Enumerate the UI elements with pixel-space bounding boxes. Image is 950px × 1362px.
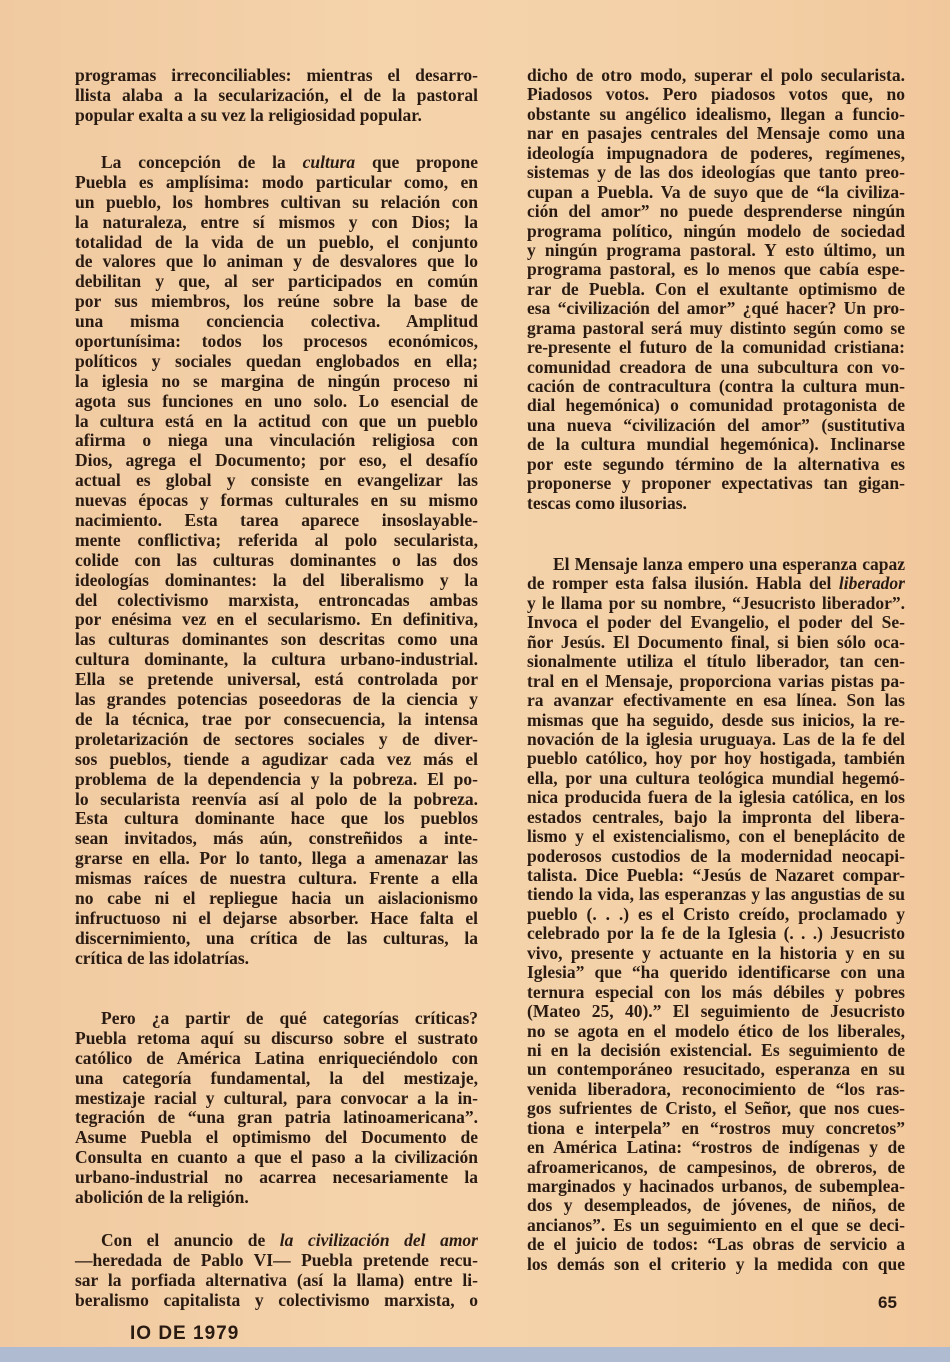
- text-line: Iglesia” que “ha querido identificarse con una: [527, 962, 905, 983]
- text-line: marginados y hacinados urbanos, de subemplea-: [527, 1176, 905, 1196]
- text-line: ideología impugnadora de poderes, regímenes,: [527, 142, 905, 163]
- text-line: no se agota en el modelo ético de los liberales,: [527, 1020, 905, 1041]
- text-line: de el juicio de todos: “Las obras de servicio a: [527, 1234, 905, 1255]
- text-line: dos y desempleados, de jóvenes, de niños, de: [527, 1195, 905, 1216]
- text-line: Dios, agrega el Documento; por eso, el desafío: [75, 450, 478, 471]
- text-line: tiendo la vida, las esperanzas y las angustias de su: [527, 884, 905, 905]
- text-line: colide con las culturas dominantes o las dos: [75, 549, 478, 570]
- text-line: Pero ¿a partir de qué categorías críticas?: [101, 1008, 478, 1028]
- text-line: la cultura está en la actitud con que un pueblo: [75, 410, 478, 431]
- text-line: actual es global y consiste en evangelizar las: [75, 470, 478, 491]
- text-segment: Con el anuncio de: [101, 1230, 280, 1250]
- text-line: discernimiento, una crítica de las culturas, la: [75, 927, 478, 948]
- text-line: mente conflictiva; referida al polo secularista,: [75, 529, 478, 550]
- text-line: estados centrales, bajo la impronta del libera-: [527, 806, 905, 827]
- text-line: ñor Jesús. El Documento final, si bien sólo oca-: [527, 631, 905, 652]
- text-line: esa “civilización del amor” ¿qué hacer? Un pro-: [527, 298, 905, 319]
- text-line: celebrado por la fe de la Iglesia (. . .) Jesucristo: [527, 923, 905, 944]
- paragraph-left-1: [75, 66, 478, 126]
- text-line: Consulta en cuanto a que el paso a la civilización: [75, 1147, 478, 1168]
- text-line: urbano-industrial no acarrea necesariamente la: [75, 1167, 478, 1188]
- text-line: grarse en ella. Por lo tanto, llega a amenazar las: [75, 848, 478, 869]
- text-line: cación de contracultura (contra la cultura mun-: [527, 376, 905, 396]
- paragraph-right-1: [527, 66, 905, 513]
- text-line: sos pueblos, tiende a agudizar cada vez más el: [75, 748, 478, 769]
- text-line: Piadosos votos. Pero piadosos votos que, no: [527, 84, 905, 105]
- text-line: y ningún programa pastoral. Y esto último, un: [527, 239, 905, 260]
- text-line: [75, 153, 478, 173]
- text-line: políticos y sociales quedan englobados en ella;: [75, 350, 478, 371]
- text-line: afroamericanos, de campesinos, de obreros, de: [527, 1156, 905, 1177]
- text-line: (Mateo 25, 40).” El seguimiento de Jesucristo: [527, 1001, 905, 1022]
- text-line: tral en el Mensaje, proporciona varias pistas pa-: [527, 670, 905, 691]
- text-line: nar en pasajes centrales del Mensaje como una: [527, 123, 905, 144]
- scan-edge-band: [0, 1347, 950, 1362]
- text-line: venida liberadora, reconocimiento de “los ras-: [527, 1078, 905, 1099]
- footer-date: IO DE 1979: [130, 1323, 240, 1344]
- text-line: cultura dominante, la cultura urbano-industrial.: [75, 649, 478, 670]
- text-line: infructuoso ni el dejarse absorber. Hace falta el: [75, 907, 478, 928]
- text-line: programas irreconciliables: mientras el desarro-: [75, 65, 478, 85]
- text-line: poderosos custodios de la modernidad neocapi-: [527, 845, 905, 866]
- text-line: abolición de la religión.: [75, 1187, 249, 1208]
- text-line: de la cultura mundial hegemónica). Inclinarse: [527, 434, 905, 455]
- text-line: Invoca el poder del Evangelio, el poder del Se-: [527, 612, 905, 633]
- paragraph-left-4: [75, 1231, 478, 1311]
- text-line: una categoría fundamental, la del mestizaje,: [75, 1067, 478, 1088]
- page-number: 65: [878, 1293, 897, 1312]
- text-line: ella, por una cultura teológica mundial hegemó-: [527, 767, 905, 788]
- text-line: tegración de “una gran patria latinoamericana”.: [75, 1107, 478, 1128]
- italic-text: la civilización del amor: [279, 1230, 478, 1250]
- text-line: El Mensaje lanza empero una esperanza capaz: [553, 554, 905, 574]
- text-line: ni en la decisión existencial. Es seguimiento de: [527, 1039, 905, 1060]
- text-line: de la técnica, trae por consecuencia, la intensa: [75, 708, 478, 729]
- text-line: popular exalta a su vez la religiosidad popular.: [75, 104, 422, 125]
- text-line: llista alaba a la secularización, el de la pastoral: [75, 84, 478, 105]
- text-line: un pueblo, los hombres cultivan su relación con: [75, 191, 478, 212]
- text-line: afirma o niega una vinculación religiosa con: [75, 430, 478, 451]
- text-line: vivo, presente y actuante en la historia y en su: [527, 942, 905, 963]
- text-line: talista. Dice Puebla: “Jesús de Nazaret compar-: [527, 865, 905, 885]
- text-line: Asume Puebla el optimismo del Documento de: [75, 1127, 478, 1148]
- text-line: re-presente el futuro de la comunidad cristiana:: [527, 337, 905, 358]
- text-line: nuevas épocas y formas culturales en su mismo: [75, 490, 478, 511]
- text-line: sionalmente utiliza el título liberador, tan cen-: [527, 651, 905, 672]
- text-line: totalidad de la vida de un pueblo, el conjunto: [75, 231, 478, 252]
- text-line: ción del amor” no puede desprenderse ningún: [527, 201, 905, 222]
- text-line: ternura especial con los más débiles y pobres: [527, 981, 905, 1002]
- text-line: los demás son el criterio y la medida con que: [527, 1253, 905, 1274]
- text-line: dial hegemónica) o comunidad protagonista de: [527, 395, 905, 416]
- text-line: mestizaje racial y cultural, para convocar a la in-: [75, 1087, 478, 1108]
- text-line: rar de Puebla. Con el exultante optimismo de: [527, 278, 905, 299]
- text-line: Puebla es amplísima: modo particular como, en: [75, 171, 478, 192]
- text-line: pueblo católico, hoy por hoy hostigada, también: [527, 748, 905, 769]
- text-line: una nueva “civilización del amor” (sustitutiva: [527, 414, 905, 435]
- text-line: y le llama por su nombre, “Jesucristo liberador”.: [527, 592, 905, 613]
- text-line: gos sufrientes de Cristo, el Señor, que nos cues-: [527, 1098, 905, 1119]
- text-line: las grandes potencias poseedoras de la ciencia y: [75, 689, 478, 710]
- text-line: sean invitados, más aún, constreñidos a inte-: [75, 828, 478, 849]
- text-line: ideologías dominantes: la del liberalismo y la: [75, 569, 478, 590]
- text-line: obstante su angélico idealismo, llegan a funcio-: [527, 103, 905, 124]
- text-segment: que propone: [355, 152, 478, 172]
- text-line: ra avanzar efectivamente en esa línea. Son las: [527, 690, 905, 711]
- text-line: tiona e interpela” en “rostros muy concretos”: [527, 1117, 905, 1138]
- text-line: cupan a Puebla. Va de suyo que de “la civiliza-: [527, 181, 905, 202]
- text-line: la iglesia no se margina de ningún proceso ni: [75, 370, 478, 391]
- text-line: en América Latina: “rostros de indígenas y de: [527, 1137, 905, 1158]
- text-line: crítica de las idolatrías.: [75, 947, 250, 968]
- text-line: tescas como ilusorias.: [527, 492, 687, 513]
- text-line: novación de la iglesia uruguaya. Las de la fe del: [527, 728, 905, 749]
- text-line: las culturas dominantes son descritas como una: [75, 629, 478, 650]
- text-line: nacimiento. Esta tarea aparece insoslayable-: [75, 510, 478, 531]
- text-line: un contemporáneo resucitado, esperanza en su: [527, 1059, 905, 1080]
- paragraph-left-2: [75, 153, 478, 969]
- text-line: la naturaleza, entre sí mismos y con Dios; la: [75, 211, 478, 232]
- text-line: una misma conciencia colectiva. Amplitud: [75, 311, 478, 332]
- text-line: programa pastoral, es lo menos que cabía espe-: [527, 259, 905, 280]
- text-line: agota sus funciones en uno solo. Lo esencial de: [75, 390, 478, 411]
- text-line: sar la porfiada alternativa (así la llama) entre li-: [75, 1269, 478, 1290]
- text-line: proponerse y proponer expectativas tan gigan-: [527, 473, 905, 494]
- text-line: católico de América Latina enriqueciéndolo con: [75, 1047, 478, 1068]
- text-line: problema de la dependencia y la pobreza. El po-: [75, 768, 478, 789]
- text-line: lo secularista reenvía así al polo de la pobreza.: [75, 788, 478, 809]
- text-line: oportunísima: todos los procesos económicos,: [75, 331, 478, 352]
- text-line: mismas que ha seguido, desde sus inicios, la re-: [527, 709, 905, 730]
- text-line: programa político, ningún modelo de sociedad: [527, 220, 905, 241]
- text-line: proletarización de sectores sociales y de diver-: [75, 728, 478, 749]
- text-line: ancianos”. Es un seguimiento en el que se deci-: [527, 1214, 905, 1235]
- text-line: Esta cultura dominante hace que los pueblos: [75, 808, 478, 829]
- text-segment: de romper esta falsa ilusión. Habla del: [527, 573, 839, 594]
- text-line: beralismo capitalista y colectivismo marxista, o: [75, 1289, 478, 1310]
- text-line: por este segundo término de la alternativa es: [527, 453, 905, 474]
- text-line: mismas raíces de nuestra cultura. Frente a ella: [75, 868, 478, 889]
- paragraph-left-3: [75, 1009, 478, 1208]
- italic-text: liberador: [838, 573, 905, 594]
- text-line: por sus miembros, los reúne sobre la base de: [75, 291, 478, 312]
- text-line: [75, 1231, 478, 1251]
- text-line: Ella se pretende universal, está controlada por: [75, 669, 478, 690]
- text-line: grama pastoral será muy distinto según como se: [527, 317, 905, 338]
- text-line: por enésima vez en el secularismo. En definitiva,: [75, 609, 478, 630]
- text-line: nica producida fuera de la iglesia católica, en los: [527, 787, 905, 808]
- italic-text: cultura: [302, 152, 356, 172]
- text-line: comunidad creadora de una subcultura con vo-: [527, 356, 905, 377]
- text-line: debilitan y que, al ser participados en común: [75, 271, 478, 292]
- text-line: de valores que lo animan y de desvalores que lo: [75, 251, 478, 272]
- text-line: no cabe ni el repliegue hacia un aislacionismo: [75, 887, 478, 908]
- text-line: [527, 574, 905, 593]
- text-segment: La concepción de la: [101, 152, 303, 172]
- text-line: sistemas y de las dos ideologías que tanto preo-: [527, 162, 905, 183]
- text-line: pueblo (. . .) es el Cristo creído, proclamado y: [527, 903, 905, 924]
- text-line: Puebla retoma aquí su discurso sobre el sustrato: [75, 1027, 478, 1048]
- text-line: —heredada de Pablo VI— Puebla pretende recu-: [75, 1249, 478, 1270]
- text-line: del colectivismo marxista, entroncadas ambas: [75, 589, 478, 610]
- paragraph-right-2: [527, 555, 905, 1274]
- text-line: dicho de otro modo, superar el polo secularista.: [527, 65, 905, 85]
- text-line: lismo y el existencialismo, con el beneplácito de: [527, 826, 905, 847]
